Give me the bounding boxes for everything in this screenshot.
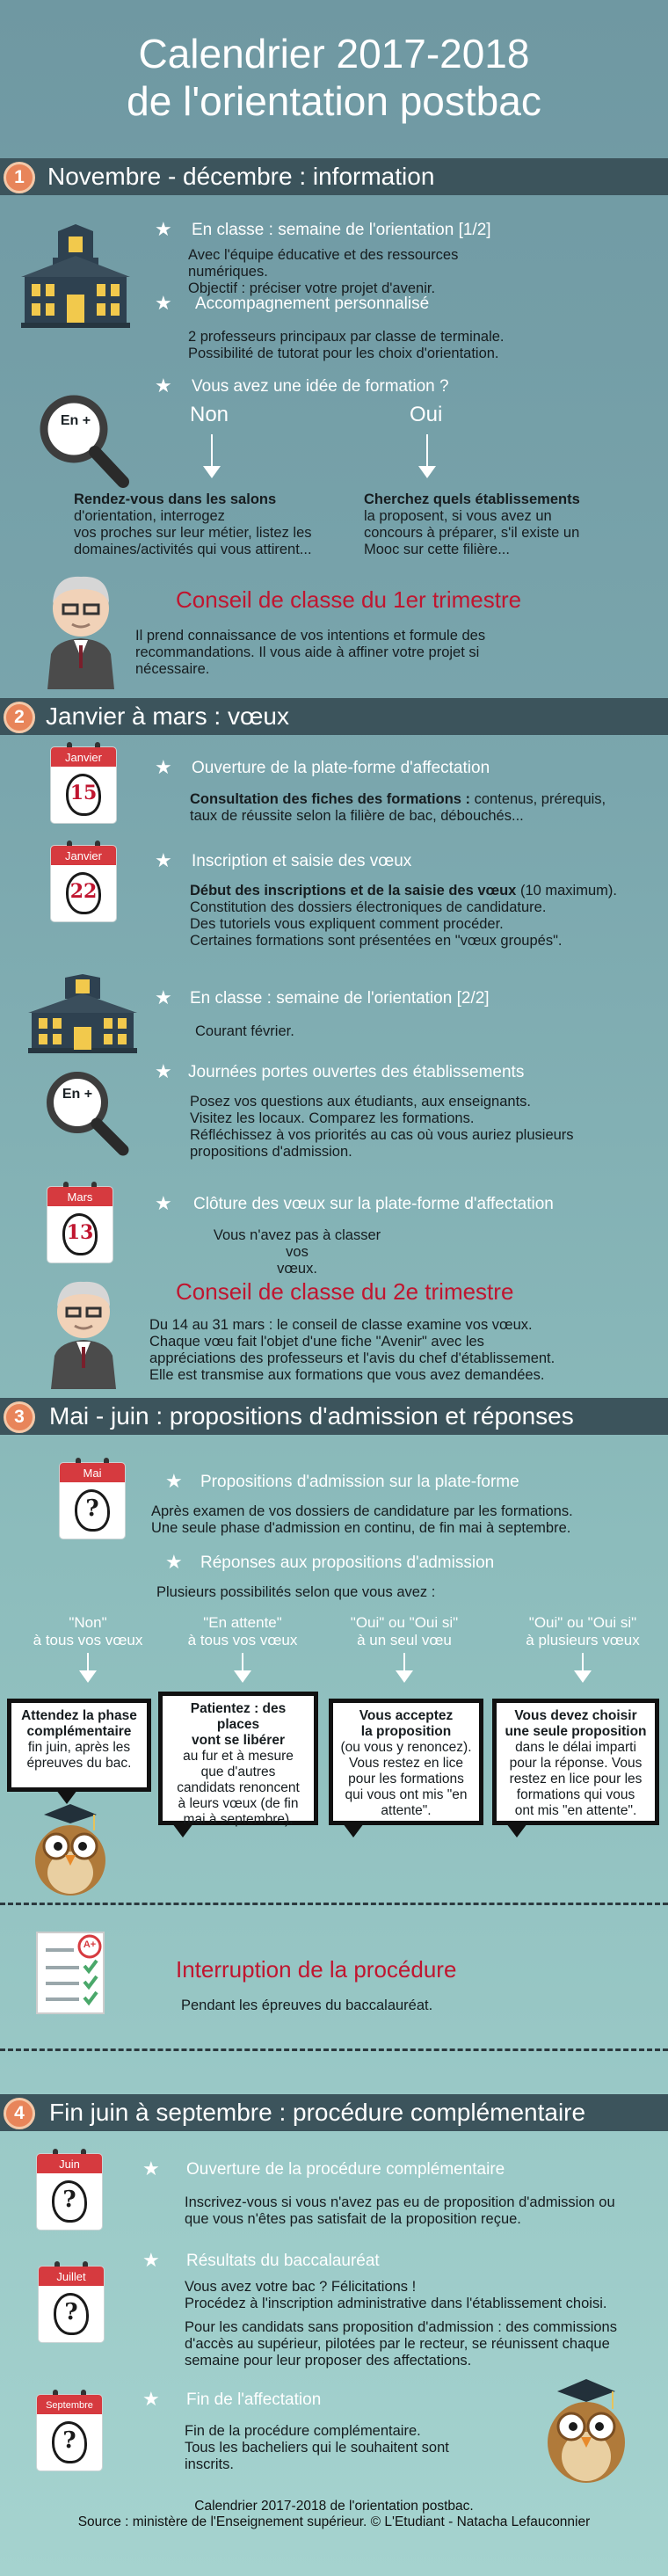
phase-4-number: 4	[4, 2098, 35, 2129]
p2-item4-text	[190, 1094, 574, 1161]
phase-1-header	[0, 158, 668, 195]
text-line: Fin de la procédure complémentaire.	[185, 2423, 421, 2439]
calendar-month: Mai	[60, 1463, 125, 1482]
calendar-icon	[51, 747, 116, 823]
text-line: taux de réussite selon la filière de bac, débouchés...	[190, 808, 524, 824]
option-label	[18, 1614, 158, 1649]
calendar-day: 13	[66, 1221, 94, 1244]
calendar-icon	[60, 1463, 125, 1539]
p1-oui-text	[364, 491, 580, 558]
p4-item2-text	[185, 2279, 617, 2369]
arrow-line	[582, 1653, 584, 1672]
bubble-line: attente".	[381, 1803, 432, 1818]
text-bold: Consultation des fiches des formations :	[190, 791, 471, 807]
text-line: Mooc sur cette filière...	[364, 542, 510, 557]
spacer	[185, 2312, 617, 2319]
bubble-line: Vous devez choisir	[514, 1708, 637, 1723]
text-line: Une seule phase d'admission en continu, de fin mai à septembre.	[151, 1520, 571, 1536]
star-icon: ★	[155, 1060, 172, 1082]
p3-item2-title: Réponses aux propositions d'admission	[200, 1554, 495, 1572]
p2-conseil-title: Conseil de classe du 2e trimestre	[176, 1278, 514, 1305]
text-line: Elle est transmise aux formations que vous avez demandées.	[149, 1367, 545, 1383]
speech-bubble	[492, 1699, 659, 1825]
bubble-line: épreuves du bac.	[26, 1756, 132, 1771]
p1-item3-title: Vous avez une idée de formation ?	[192, 377, 449, 396]
speech-bubble	[329, 1699, 483, 1825]
interruption-text: Pendant les épreuves du baccalauréat.	[181, 1997, 433, 2013]
text-line	[190, 883, 617, 899]
p2-item3-title: En classe : semaine de l'orientation [2/2]	[190, 989, 490, 1008]
p2-conseil-text	[149, 1317, 555, 1384]
school-building-icon	[18, 224, 134, 330]
text-line: Rendez-vous dans les salons	[74, 491, 277, 507]
bubble-line: une seule proposition	[505, 1724, 647, 1739]
magnifier-label: En +	[60, 413, 91, 428]
text-line: Pour les candidats sans proposition d'admission : des commissions	[185, 2319, 617, 2335]
star-icon: ★	[155, 849, 172, 871]
option-label-line: "Non"	[69, 1614, 107, 1631]
text-line: Vous avez votre bac ? Félicitations !	[185, 2279, 417, 2295]
text-rest: contenus, prérequis,	[470, 791, 606, 807]
arrow-line	[211, 434, 213, 468]
p1-item2-text	[188, 329, 505, 362]
option-label	[172, 1614, 313, 1649]
p3-item1-title: Propositions d'admission sur la plate-forme	[200, 1473, 519, 1491]
phase-2-number: 2	[4, 702, 35, 733]
bubble-line: fin juin, après les	[27, 1740, 131, 1755]
calendar-month: Janvier	[51, 846, 116, 865]
calendar-month: Septembre	[37, 2395, 102, 2414]
speech-bubble	[7, 1699, 151, 1792]
star-icon: ★	[155, 756, 172, 778]
text-rest: (10 maximum).	[516, 883, 617, 899]
footer	[0, 2499, 668, 2530]
option-label	[508, 1614, 657, 1649]
bubble-line: vont se libérer	[192, 1733, 285, 1748]
calendar-icon	[39, 2267, 104, 2342]
magnifier-icon	[35, 394, 132, 491]
text-line: Certaines formations sont présentées en "vœux groupés".	[190, 933, 563, 949]
option-label-line: "En attente"	[203, 1614, 282, 1631]
text-line: Des tutoriels vous expliquent comment procéder.	[190, 916, 504, 932]
speech-bubble	[158, 1692, 318, 1825]
text-line: d'orientation, interrogez	[74, 508, 225, 524]
p3-item1-text	[151, 1503, 573, 1537]
text-line	[190, 791, 606, 808]
star-icon: ★	[142, 2158, 160, 2179]
p4-item1-text	[185, 2194, 615, 2228]
bubble-tail	[172, 1823, 193, 1837]
text-line: Possibilité de tutorat pour les choix d'orientation.	[188, 346, 499, 361]
p2-item2-text	[190, 883, 617, 950]
owl-icon	[26, 1802, 114, 1899]
calendar-day: 15	[69, 782, 98, 804]
calendar-day: ?	[85, 1495, 99, 1522]
divider	[0, 1903, 668, 1905]
text-line: 2 professeurs principaux par classe de terminale.	[188, 329, 505, 345]
teacher-icon	[39, 570, 123, 689]
arrow-down-icon	[203, 466, 221, 478]
text-line: Il prend connaissance de vos intentions et formule des	[135, 628, 486, 644]
text-line: semaine pour leur proposer des affectations.	[185, 2353, 472, 2369]
teacher-icon	[44, 1277, 123, 1389]
star-icon: ★	[155, 1192, 172, 1214]
option-label-line: "Oui" ou "Oui si"	[350, 1614, 459, 1631]
phase-3-number: 3	[4, 1401, 35, 1433]
p2-item3-text: Courant février.	[195, 1023, 294, 1039]
phase-1-number: 1	[4, 162, 35, 193]
arrow-line	[242, 1653, 243, 1672]
text-line: appréciations des professeurs et l'avis du chef d'établissement.	[149, 1350, 555, 1366]
option-label-line: à tous vos vœux	[33, 1632, 143, 1648]
arrow-down-icon	[234, 1670, 251, 1683]
calendar-icon	[47, 1187, 113, 1263]
star-icon: ★	[142, 2249, 160, 2271]
magnifier-label: En +	[62, 1087, 93, 1102]
bubble-line: pour la réponse. Vous	[509, 1756, 643, 1771]
p4-item1-title: Ouverture de la procédure complémentaire	[186, 2160, 505, 2179]
p2-item1-text	[190, 791, 606, 825]
text-line: Vous n'avez pas à classer vos	[213, 1227, 381, 1260]
divider	[0, 2048, 668, 2051]
phase-4-header	[0, 2094, 668, 2131]
star-icon: ★	[155, 218, 172, 240]
phase-3-title: Mai - juin : propositions d'admission et réponses	[49, 1402, 574, 1430]
text-line: nécessaire.	[135, 661, 210, 677]
p1-item2-title: Accompagnement personnalisé	[195, 295, 430, 313]
text-line: Constitution des dossiers électroniques de candidature.	[190, 899, 547, 915]
p2-item2-title: Inscription et saisie des vœux	[192, 852, 412, 870]
owl-icon	[538, 2377, 635, 2486]
calendar-icon	[37, 2154, 102, 2230]
phase-2-title: Janvier à mars : vœux	[46, 702, 289, 730]
calendar-day: ?	[62, 2427, 76, 2454]
bubble-line: que d'autres	[200, 1765, 276, 1779]
text-line: recommandations. Il vous aide à affiner votre projet si	[135, 644, 480, 660]
star-icon: ★	[165, 1551, 183, 1573]
bubble-line: Patientez : des places	[190, 1701, 287, 1732]
bubble-line: mai à septembre).	[183, 1812, 294, 1827]
star-icon: ★	[165, 1470, 183, 1492]
calendar-day: ?	[62, 2187, 76, 2213]
phase-1-title: Novembre - décembre : information	[47, 163, 435, 190]
bubble-line: Vous acceptez	[359, 1708, 454, 1723]
title-line-1: Calendrier 2017-2018	[138, 31, 530, 76]
p3-item2-text: Plusieurs possibilités selon que vous avez :	[156, 1584, 436, 1600]
text-line: Réfléchissez à vos priorités au cas où vous auriez plusieurs	[190, 1127, 574, 1143]
text-line: Inscrivez-vous si vous n'avez pas eu de proposition d'admission ou	[185, 2194, 615, 2210]
p2-item4-title: Journées portes ouvertes des établissements	[188, 1063, 525, 1081]
text-line: Du 14 au 31 mars : le conseil de classe examine vos vœux.	[149, 1317, 533, 1333]
option-label	[334, 1614, 475, 1649]
arrow-down-icon	[574, 1670, 592, 1683]
bubble-line: formations qui vous	[516, 1787, 635, 1802]
calendar-month: Mars	[47, 1187, 113, 1206]
school-building-icon	[25, 974, 141, 1055]
bubble-line: qui vous ont mis "en	[345, 1787, 468, 1802]
star-icon: ★	[155, 986, 172, 1008]
footer-line: Calendrier 2017-2018 de l'orientation postbac.	[194, 2499, 474, 2514]
p1-conseil-text	[135, 628, 485, 678]
calendar-icon	[51, 846, 116, 921]
text-line: vœux.	[277, 1261, 317, 1277]
p2-item5-text	[209, 1227, 385, 1277]
bubble-line: au fur et à mesure	[183, 1749, 294, 1764]
option-label-line: à un seul vœu	[357, 1632, 452, 1648]
text-line: propositions d'admission.	[190, 1144, 352, 1160]
bubble-line: candidats renoncent	[177, 1780, 300, 1795]
phase-4-title: Fin juin à septembre : procédure complémentaire	[49, 2099, 586, 2126]
p1-item1-text	[188, 247, 458, 297]
p4-item3-text	[185, 2423, 449, 2473]
star-icon: ★	[155, 375, 172, 397]
text-line: Visitez les locaux. Comparez les formations.	[190, 1110, 475, 1126]
interruption-title: Interruption de la procédure	[176, 1956, 457, 1983]
text-bold: Début des inscriptions et de la saisie des vœux	[190, 883, 517, 899]
bubble-line: Vous restez en lice	[348, 1756, 464, 1771]
calendar-day: 22	[69, 880, 98, 903]
arrow-down-icon	[418, 466, 436, 478]
text-line: Objectif : préciser votre projet d'avenir.	[188, 280, 436, 296]
text-line: la proposent, si vous avez un	[364, 508, 552, 524]
p4-item3-title: Fin de l'affectation	[186, 2390, 322, 2409]
calendar-month: Juin	[37, 2154, 102, 2173]
p4-item2-title: Résultats du baccalauréat	[186, 2252, 380, 2270]
bubble-tail	[343, 1823, 364, 1837]
calendar-month: Janvier	[51, 747, 116, 767]
arrow-line	[87, 1653, 89, 1672]
option-label-line: "Oui" ou "Oui si"	[528, 1614, 637, 1631]
text-line: numériques.	[188, 264, 268, 280]
text-line: inscrits.	[185, 2456, 234, 2472]
option-label-line: à plusieurs vœux	[526, 1632, 640, 1648]
bubble-line: pour les formations	[348, 1772, 464, 1786]
arrow-down-icon	[396, 1670, 413, 1683]
bubble-line: ont mis "en attente".	[514, 1803, 637, 1818]
bubble-line: la proposition	[360, 1724, 452, 1739]
arrow-line	[403, 1653, 405, 1672]
bubble-line: restez en lice pour les	[509, 1772, 643, 1786]
star-icon: ★	[142, 2388, 160, 2410]
p2-item5-title: Clôture des vœux sur la plate-forme d'affectation	[193, 1195, 554, 1213]
bubble-line: dans le délai imparti	[515, 1740, 636, 1755]
text-line: domaines/activités qui vous attirent...	[74, 542, 312, 557]
bubble-line: complémentaire	[26, 1724, 132, 1739]
bubble-line: à leurs vœux (de fin	[178, 1796, 299, 1811]
phase-3-header	[0, 1398, 668, 1435]
text-line: Après examen de vos dossiers de candidature par les formations.	[151, 1503, 573, 1519]
arrow-line	[426, 434, 428, 468]
p1-non-text	[74, 491, 312, 558]
text-line: Posez vos questions aux étudiants, aux enseignants.	[190, 1094, 531, 1110]
calendar-icon	[37, 2395, 102, 2470]
text-line: concours à préparer, s'il existe un	[364, 525, 580, 541]
star-icon: ★	[155, 292, 172, 314]
bubble-line: Attendez la phase	[21, 1708, 137, 1723]
option-non: Non	[190, 403, 229, 426]
option-oui: Oui	[410, 403, 443, 426]
p1-item1-title: En classe : semaine de l'orientation [1/2]	[192, 221, 491, 239]
p2-item1-title: Ouverture de la plate-forme d'affectation	[192, 759, 490, 777]
title-line-2: de l'orientation postbac	[127, 78, 541, 124]
text-line: Chaque vœu fait l'objet d'une fiche "Avenir" avec les	[149, 1334, 484, 1350]
text-line: vos proches sur leur métier, listez les	[74, 525, 312, 541]
p1-conseil-title: Conseil de classe du 1er trimestre	[176, 586, 522, 613]
bubble-line: (ou vous y renoncez).	[340, 1740, 472, 1755]
text-line: Cherchez quels établissements	[364, 491, 580, 507]
text-line: d'accès au supérieur, pilotées par le recteur, se réunissent chaque	[185, 2336, 610, 2352]
calendar-day: ?	[64, 2299, 78, 2325]
text-line: Avec l'équipe éducative et des ressources	[188, 247, 459, 263]
arrow-down-icon	[79, 1670, 97, 1683]
text-line: que vous n'êtes pas satisfait de la proposition reçue.	[185, 2211, 521, 2227]
phase-2-header	[0, 698, 668, 735]
page-title	[0, 30, 668, 125]
footer-line: Source : ministère de l'Enseignement supérieur. © L'Etudiant - Natacha Lefauconnier	[77, 2514, 591, 2529]
bubble-tail	[506, 1823, 527, 1837]
calendar-month: Juillet	[39, 2267, 104, 2286]
exam-grade: A+	[83, 1939, 97, 1950]
text-line: Tous les bacheliers qui le souhaitent sont	[185, 2440, 449, 2456]
option-label-line: à tous vos vœux	[187, 1632, 298, 1648]
text-line: Procédez à l'inscription administrative dans l'établissement choisi.	[185, 2296, 607, 2311]
magnifier-icon	[42, 1069, 130, 1157]
